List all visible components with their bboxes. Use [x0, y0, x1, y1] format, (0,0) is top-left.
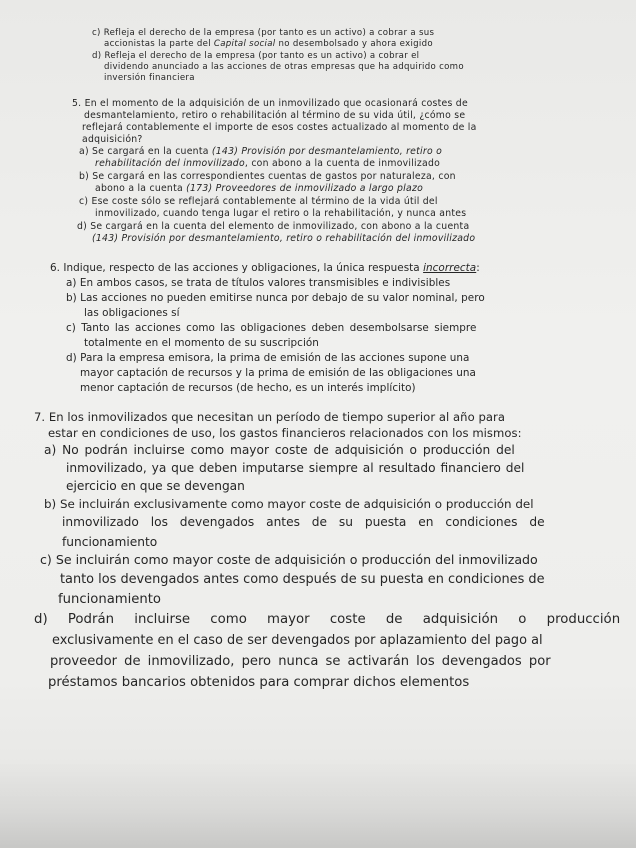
q4-c-text-b: no desembolsado y ahora exigido: [275, 39, 433, 49]
q5-option-d-line-2: (143) Provisión por desmantelamiento, retiro o rehabilitación del inmovilizado: [92, 233, 476, 244]
q5-option-d-line-1: d) Se cargará en la cuenta del elemento de inmovilizado, con abono a la cuenta: [77, 221, 470, 232]
q4-c-capital-social: Capital social: [213, 39, 276, 49]
q6-option-c-line-1: c) Tanto las acciones como las obligaciones deben desembolsarse siempre: [66, 322, 477, 334]
q7-stem-line-1: 7. En los inmovilizados que necesitan un período de tiempo superior al año para: [34, 410, 505, 424]
bottom-shadow: [0, 758, 636, 848]
q5-b-text: abono a la cuenta: [95, 183, 187, 194]
q5-a-account: (143) Provisión por desmantelamiento, retiro o: [211, 146, 443, 157]
q6-option-b-line-1: b) Las acciones no pueden emitirse nunca por debajo de su valor nominal, pero: [66, 292, 485, 304]
q7-option-c-line-3: funcionamiento: [58, 592, 162, 607]
q4-option-c-line-1: c) Refleja el derecho de la empresa (por tanto es un activo) a cobrar a sus: [92, 28, 435, 38]
q5-stem-line-1: 5. En el momento de la adquisición de un inmovilizado que ocasionará costes de: [72, 98, 468, 109]
q7-stem-line-2: estar en condiciones de uso, los gastos financieros relacionados con los mismos:: [48, 426, 522, 440]
q5-a-text: a) Se cargará en la cuenta: [79, 146, 212, 157]
q7-option-d-line-4: préstamos bancarios obtenidos para comprar dichos elementos: [48, 675, 470, 690]
q7-option-a-line-3: ejercicio en que se devengan: [66, 479, 245, 493]
q7-option-b-line-1: b) Se incluirán exclusivamente como mayor coste de adquisición o producción del: [44, 497, 534, 511]
q4-c-text-a: accionistas la parte del: [104, 39, 214, 49]
q7-option-b-line-2: inmovilizado los devengados antes de su puesta en condiciones de: [62, 515, 545, 529]
q7-option-a-line-2: inmovilizado, ya que deben imputarse siempre al resultado financiero del: [66, 461, 525, 475]
q6-option-d-line-3: menor captación de recursos (de hecho, es un interés implícito): [80, 382, 416, 394]
q5-option-b-line-2: [95, 183, 423, 194]
q7-option-b-line-3: funcionamiento: [62, 535, 158, 549]
q6-stem-text: 6. Indique, respecto de las acciones y obligaciones, la única respuesta: [50, 262, 424, 274]
q6-stem: [50, 262, 480, 274]
q6-option-d-line-1: d) Para la empresa emisora, la prima de emisión de las acciones supone una: [66, 352, 470, 364]
q5-option-a-line-2: [95, 158, 440, 169]
q6-option-c-line-2: totalmente en el momento de su suscripción: [84, 337, 319, 349]
q7-option-d-line-3: proveedor de inmovilizado, pero nunca se activarán los devengados por: [50, 654, 551, 669]
q5-option-c-line-1: c) Ese coste sólo se reflejará contablemente al término de la vida útil del: [79, 196, 438, 207]
q4-option-d-line-3: inversión financiera: [104, 73, 195, 83]
q5-option-c-line-2: inmovilizado, cuando tenga lugar el retiro o la rehabilitación, y nunca antes: [95, 208, 467, 219]
q5-option-b-line-1: b) Se cargará en las correspondientes cuentas de gastos por naturaleza, con: [79, 171, 456, 182]
q6-option-d-line-2: mayor captación de recursos y la prima de emisión de las obligaciones una: [80, 367, 476, 379]
q6-option-a: a) En ambos casos, se trata de títulos valores transmisibles e indivisibles: [66, 277, 451, 289]
q5-a-account-cont: rehabilitación del inmovilizado: [95, 158, 245, 169]
q7-option-c-line-1: c) Se incluirán como mayor coste de adquisición o producción del inmovilizado: [40, 552, 538, 567]
q5-b-account: (173) Proveedores de inmovilizado a largo plazo: [186, 183, 424, 194]
q5-stem-line-3: reflejará contablemente el importe de esos costes actualizado al momento de la: [82, 122, 477, 133]
q7-option-a-line-1: a) No podrán incluirse como mayor coste de adquisición o producción del: [44, 443, 515, 457]
q5-stem-line-2: desmantelamiento, retiro o rehabilitación al término de su vida útil, ¿cómo se: [84, 110, 466, 121]
q5-stem-line-4: adquisición?: [82, 134, 143, 145]
q6-stem-colon: :: [476, 262, 480, 274]
q6-stem-incorrecta: incorrecta: [423, 262, 477, 274]
q7-option-d-line-1: d) Podrán incluirse como mayor coste de adquisición o producción: [34, 612, 621, 627]
q7-option-d-line-2: exclusivamente en el caso de ser devengados por aplazamiento del pago al: [52, 633, 543, 648]
q4-option-d-line-1: d) Refleja el derecho de la empresa (por tanto es un activo) a cobrar el: [92, 51, 420, 61]
q5-option-a-line-1: [79, 146, 442, 157]
q5-a-text-b: , con abono a la cuenta de inmovilizado: [244, 158, 441, 169]
q7-option-c-line-2: tanto los devengados antes como después de su puesta en condiciones de: [60, 572, 545, 587]
q6-option-b-line-2: las obligaciones sí: [84, 307, 180, 319]
q4-option-d-line-2: dividendo anunciado a las acciones de otras empresas que ha adquirido como: [104, 62, 464, 72]
q4-option-c-line-2: [104, 39, 433, 49]
